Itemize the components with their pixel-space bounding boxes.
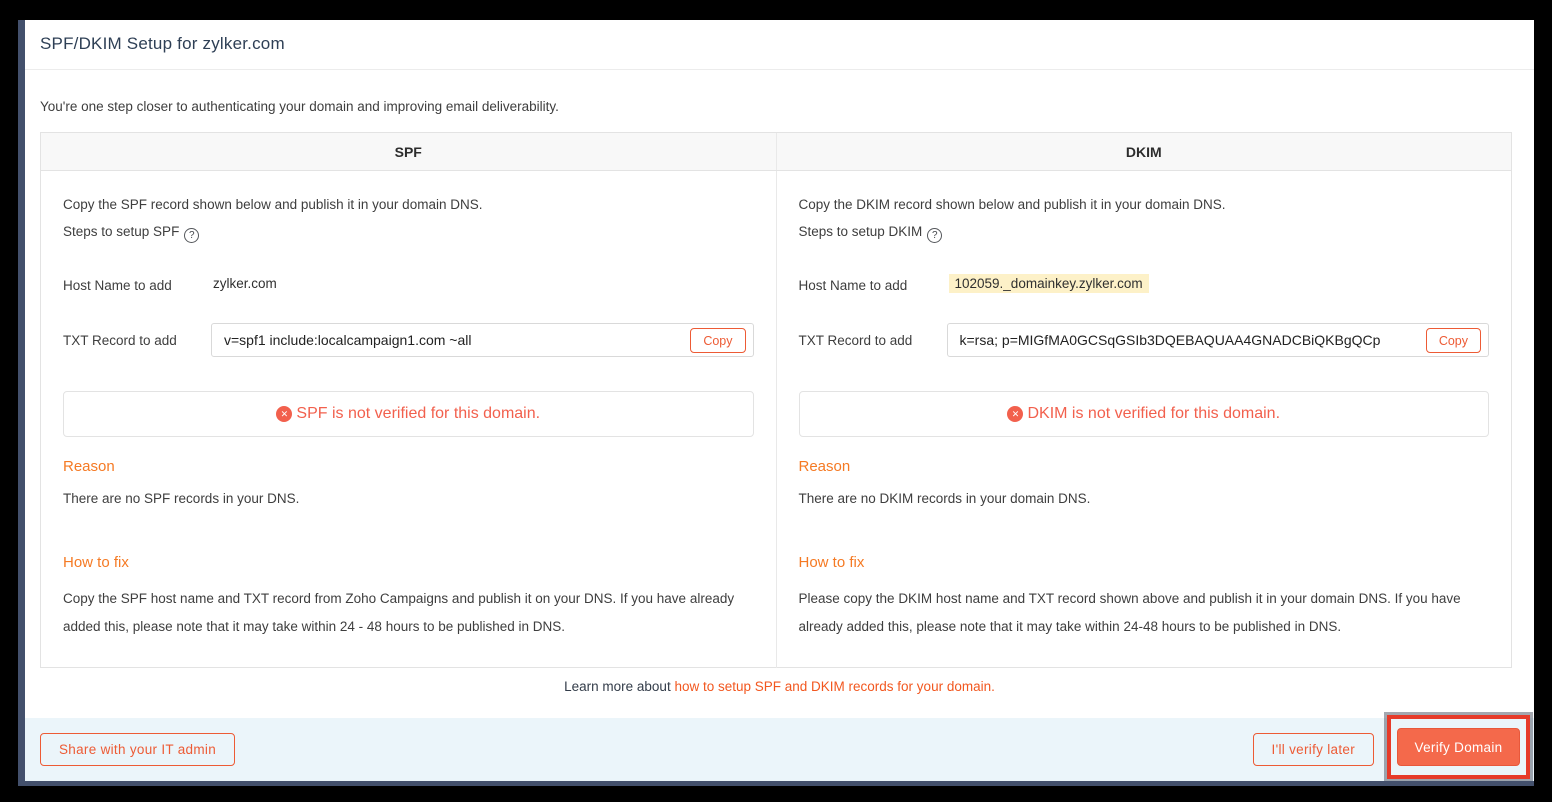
spf-error-banner bbox=[63, 391, 754, 437]
spf-dkim-table bbox=[40, 132, 1512, 668]
dkim-reason-heading: Reason bbox=[798, 458, 851, 475]
verify-domain-button[interactable]: Verify Domain bbox=[1397, 728, 1520, 766]
spf-column-header: SPF bbox=[41, 133, 777, 170]
dkim-column bbox=[777, 171, 1512, 668]
dkim-txt-record-value: k=rsa; p=MIGfMA0GCSqGSIb3DQEBAQUAA4GNADCBiQKBgQCp bbox=[959, 332, 1381, 348]
spf-txt-record-value: v=spf1 include:localcampaign1.com ~all bbox=[224, 332, 472, 348]
learn-more-line bbox=[25, 679, 1534, 694]
dkim-error-banner bbox=[799, 391, 1490, 437]
dkim-reason-text: There are no DKIM records in your domain DNS. bbox=[798, 491, 1091, 506]
spf-column bbox=[41, 171, 777, 668]
learn-more-prefix: Learn more about bbox=[564, 679, 675, 694]
spf-reason-heading: Reason bbox=[63, 458, 115, 475]
spf-dkim-setup-dialog bbox=[18, 20, 1534, 786]
dkim-copy-button[interactable]: Copy bbox=[1426, 328, 1481, 353]
spf-copy-button[interactable]: Copy bbox=[690, 328, 745, 353]
table-header-row bbox=[41, 133, 1511, 171]
dkim-error-icon: ✕ bbox=[1007, 406, 1023, 422]
dkim-intro-text: Copy the DKIM record shown below and publish it in your domain DNS. bbox=[798, 197, 1226, 212]
dkim-host-value: 102059._domainkey.zylker.com bbox=[949, 274, 1149, 293]
dkim-error-message: DKIM is not verified for this domain. bbox=[1027, 405, 1281, 422]
dkim-txt-label: TXT Record to add bbox=[798, 333, 913, 348]
spf-error-icon: ✕ bbox=[276, 406, 292, 422]
dkim-steps-label bbox=[799, 224, 943, 243]
dialog-subtitle: You're one step closer to authenticating your domain and improving email deliverability. bbox=[40, 99, 559, 114]
spf-steps-label bbox=[63, 224, 199, 243]
spf-intro-text: Copy the SPF record shown below and publish it in your domain DNS. bbox=[63, 197, 483, 212]
dkim-help-icon[interactable]: ? bbox=[927, 228, 942, 243]
dialog-footer bbox=[25, 718, 1534, 781]
dkim-host-label: Host Name to add bbox=[798, 278, 908, 293]
spf-error-message: SPF is not verified for this domain. bbox=[296, 405, 541, 422]
dialog-title: SPF/DKIM Setup for zylker.com bbox=[40, 34, 285, 53]
spf-host-label: Host Name to add bbox=[63, 278, 172, 293]
spf-reason-text: There are no SPF records in your DNS. bbox=[63, 491, 300, 506]
spf-fix-text: Copy the SPF host name and TXT record from Zoho Campaigns and publish it on your DNS. If you have already added this, please note that it may take within 24 - 48 hours to be published in DNS. bbox=[63, 591, 735, 634]
spf-txt-record-box bbox=[211, 323, 754, 357]
spf-fix-heading: How to fix bbox=[63, 554, 129, 571]
spf-steps-text: Steps to setup SPF bbox=[63, 224, 180, 239]
spf-txt-label: TXT Record to add bbox=[63, 333, 177, 348]
dkim-column-header: DKIM bbox=[1125, 143, 1162, 160]
spf-host-value: zylker.com bbox=[213, 276, 277, 291]
spf-help-icon[interactable]: ? bbox=[184, 228, 199, 243]
dialog-header bbox=[25, 20, 1534, 70]
dkim-steps-text: Steps to setup DKIM bbox=[798, 224, 923, 239]
setup-records-link[interactable]: how to setup SPF and DKIM records for your domain. bbox=[674, 679, 995, 694]
table-body bbox=[41, 171, 1511, 668]
verify-button-highlight-annotation bbox=[1387, 715, 1530, 779]
verify-later-button[interactable]: I'll verify later bbox=[1253, 733, 1374, 766]
dkim-fix-heading: How to fix bbox=[798, 554, 865, 571]
dkim-fix-text: Please copy the DKIM host name and TXT record shown above and publish it in your domain DNS. If you have already added this, please note that it may take within 24-48 hours to be published in DNS. bbox=[798, 591, 1461, 634]
dkim-txt-record-box bbox=[947, 323, 1490, 357]
share-with-it-admin-button[interactable]: Share with your IT admin bbox=[40, 733, 235, 766]
